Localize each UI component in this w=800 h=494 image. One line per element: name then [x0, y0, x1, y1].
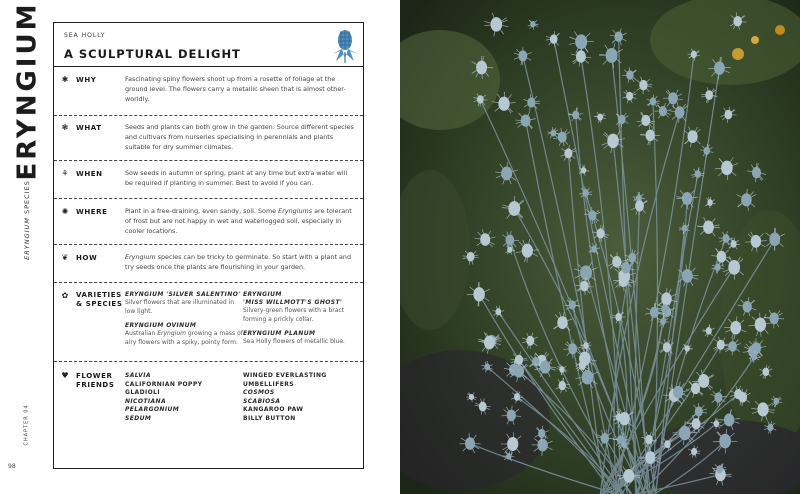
friend-item: UMBELLIFERS: [243, 380, 294, 388]
row-when-text: Sow seeds in autumn or spring, plant at any time but extra water will be required if planting in summer. Best to avoid if you can.: [125, 169, 348, 187]
row-what: [54, 116, 363, 160]
variety-desc: Silver flowers that are illuminated in low light.: [125, 299, 235, 315]
heart-icon: ♥: [61, 371, 69, 380]
row-varieties: [54, 283, 363, 361]
row-how-label: HOW: [76, 254, 98, 262]
friend-item: COSMOS: [243, 389, 275, 397]
sprout-icon: ⚘: [61, 169, 69, 178]
variety-desc: Australian Eryngium growing a mass of airy flowers with a spiky, pointy form.: [125, 330, 243, 346]
friend-item: KANGAROO PAW: [243, 406, 304, 414]
vertical-title: [9, 1, 45, 181]
row-why: [54, 68, 363, 106]
row-what-text: Seeds and plants can both grow in the garden. Source different species and cultivars from nurseries specialising in perennials and plants suitable for dry summer climates.: [125, 123, 354, 151]
vertical-subtitle-rest: SPECIES: [23, 180, 32, 218]
variety-name: ERYNGIUM OVINUM: [125, 322, 197, 329]
profile-header: [54, 23, 363, 67]
row-flower-friends: [54, 362, 363, 468]
friend-item: WINGED EVERLASTING: [243, 372, 327, 379]
seeds-icon: ❃: [61, 123, 69, 132]
row-when-label: WHEN: [76, 170, 103, 178]
variety-desc: Silvery-green flowers with a bract forming a prickly collar.: [243, 307, 345, 323]
friend-item: SEDUM: [125, 414, 152, 422]
varieties-col-right: [243, 291, 361, 353]
thistle-icon: [330, 27, 360, 63]
row-how-text: Eryngium species can be tricky to germinate. So start with a plant and try seeds once the plants are flourishing in your garden.: [125, 253, 352, 271]
row-where: [54, 199, 363, 243]
row-where-text: Plant in a free-draining, even sandy, soil. Some Eryngiums are tolerant of frost but are not happy in wet and waterlogged soil, especially in cooler locations.: [125, 207, 352, 235]
chapter-label-text: CHAPTER 04: [24, 404, 31, 446]
row-what-label: WHAT: [76, 124, 102, 132]
row-varieties-label: VARIETIES & SPECIES: [76, 291, 123, 308]
vertical-subtitle-genus: ERYNGIUM: [23, 217, 32, 260]
variety-name: 'MISS WILLMOTT'S GHOST': [243, 299, 343, 306]
friends-col-right: [243, 372, 361, 424]
row-how: [54, 245, 363, 281]
row-why-label: WHY: [76, 76, 97, 84]
friend-item: PELARGONIUM: [125, 406, 180, 414]
page-number: 98: [8, 463, 16, 470]
vertical-title-text: ERYNGIUM: [12, 1, 43, 181]
sun-icon: ✺: [61, 207, 69, 216]
friend-item: NICOTIANA: [125, 397, 166, 405]
sea-holly-photo: [400, 0, 800, 494]
chapter-label: [17, 395, 37, 455]
row-when: [54, 161, 363, 197]
row-friends-label: FLOWER FRIENDS: [76, 372, 115, 389]
friend-item: SALVIA: [125, 372, 151, 379]
friend-item: SCABIOSA: [243, 397, 281, 405]
vertical-subtitle: [17, 165, 37, 275]
friend-item: CALIFORNIAN POPPY: [125, 380, 203, 388]
variety-desc: Sea Holly flowers of metallic blue.: [243, 338, 345, 345]
variety-name: ERYNGIUM PLANUM: [243, 330, 316, 337]
friends-col-left: [125, 372, 243, 424]
variety-name: ERYNGIUM: [243, 291, 282, 298]
row-where-label: WHERE: [76, 208, 108, 216]
seed-pod-icon: ❦: [61, 253, 69, 262]
varieties-col-left: [125, 291, 243, 353]
row-why-text: Fascinating spiny flowers shoot up from a rosette of foliage at the ground level. The flowers carry a metallic sheen that is almost other-worldly.: [125, 75, 346, 103]
common-name: SEA HOLLY: [64, 32, 106, 39]
friend-item: GLADIOLI: [125, 389, 160, 397]
variety-name: ERYNGIUM 'SILVER SALENTINO': [125, 291, 241, 298]
friend-item: BILLY BUTTON: [243, 414, 296, 422]
plant-profile-box: [53, 22, 364, 469]
asterisk-icon: ✱: [61, 75, 69, 84]
flower-icon: ✿: [61, 291, 69, 300]
profile-headline: A SCULPTURAL DELIGHT: [64, 47, 241, 61]
